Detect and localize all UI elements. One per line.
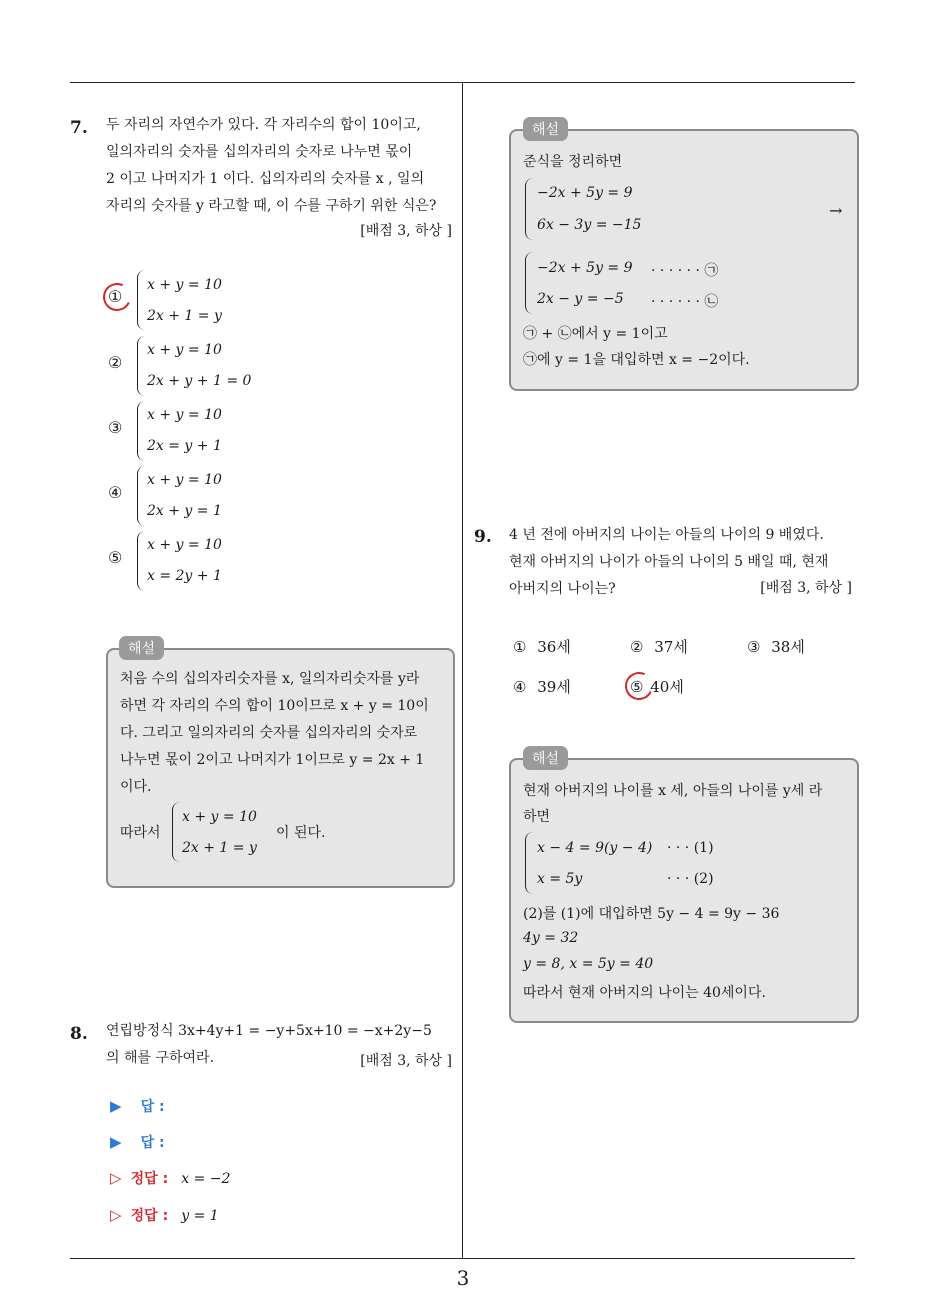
play-icon: ▶ xyxy=(110,1133,122,1151)
answer-input-1[interactable]: ▶ 답 : xyxy=(110,1097,165,1115)
question-text: 의 해를 구하여라. xyxy=(106,1050,215,1066)
brace xyxy=(137,270,146,330)
solution-box: 처음 수의 십의자리숫자를 x, 일의자리숫자를 y라 하면 각 자리의 수의 합이 10이므로 x + y = 10이 다. 그리고 일의자리의 숫자를 십의자리의 숫자로 나누면 몫이 2이고 나머지가 1이므로 y = 2x + 1 이다. 따라서 x + y = 10 2x + 1 = y 이 된다. xyxy=(106,648,455,888)
triangle-outline-icon: ▷ xyxy=(110,1206,122,1224)
solution-tag: 해설 xyxy=(523,117,568,141)
equation: x + y = 10 xyxy=(147,277,222,293)
page-number: 3 xyxy=(456,1266,470,1290)
brace xyxy=(525,832,534,894)
score-label: [배점 3, 하상 ] xyxy=(360,1053,452,1069)
brace xyxy=(137,336,146,396)
question-text: 두 자리의 자연수가 있다. 각 자리수의 합이 10이고, 일의자리의 숫자를 십의자리의 숫자로 나누면 몫이 2 이고 나머지가 1 이다. 십의자리의 숫자를 x , 일의 자리의 숫자를 y 라고할 때, 이 수를 구하기 위한 식은? xyxy=(106,117,437,214)
option-number: ③ xyxy=(108,418,123,437)
correct-answer-1: ▷ 정답 : x = −2 xyxy=(110,1169,231,1187)
solution-tag: 해설 xyxy=(119,636,164,660)
equation: x + y = 10 xyxy=(147,407,222,423)
correct-answer-2: ▷ 정답 : y = 1 xyxy=(110,1206,219,1224)
brace xyxy=(137,531,146,591)
option-number: ⑤ xyxy=(108,548,123,567)
score-label: [배점 3, 하상 ] xyxy=(760,580,852,596)
equation: x + y = 10 xyxy=(147,537,222,553)
selected-mark xyxy=(99,279,135,315)
solution-tag: 해설 xyxy=(523,746,568,770)
bottom-rule xyxy=(70,1258,855,1259)
play-icon: ▶ xyxy=(110,1097,122,1115)
option-number: ② xyxy=(108,353,123,372)
solution-box: 현재 아버지의 나이를 x 세, 아들의 나이를 y세 라 하면 x − 4 = 9(y − 4) · · · (1) x = 5y · · · (2) (2)를 (1)에 대입하면 5y − 4 = 9y − 36 4y = 32 y = 8, x = 5y = 40 따라서 현재 아버지의 나이는 40세이다. xyxy=(509,758,859,1023)
option-2[interactable]: ② 37세 xyxy=(630,638,688,656)
equation: 2x + y + 1 = 0 xyxy=(147,373,252,389)
question-number: 8. xyxy=(70,1024,88,1044)
brace xyxy=(172,802,181,862)
brace xyxy=(525,178,534,240)
question-number: 9. xyxy=(474,527,492,547)
brace xyxy=(137,466,146,526)
equation: x + y = 10 xyxy=(147,342,222,358)
brace xyxy=(525,252,534,314)
arrow-right-icon: → xyxy=(829,201,843,220)
equation: 2x = y + 1 xyxy=(147,438,222,454)
option-number: ① xyxy=(108,287,123,306)
triangle-outline-icon: ▷ xyxy=(110,1169,122,1187)
option-number: ④ xyxy=(108,483,123,502)
equation: 2x + y = 1 xyxy=(147,503,222,519)
question-text: 4 년 전에 아버지의 나이는 아들의 나이의 9 배였다. 현재 아버지의 나이가 아들의 나이의 5 배일 때, 현재 아버지의 나이는? xyxy=(509,527,829,597)
solution-box: 준식을 정리하면 −2x + 5y = 9 6x − 3y = −15 → −2x + 5y = 9 · · · · · · ㉠ 2x − y = −5 · · · · · · ㉡ ㉠ + ㉡에서 y = 1이고 ㉠에 y = 1을 대입하면 x = −2이다. xyxy=(509,129,859,391)
option-5[interactable]: ⑤ 40세 xyxy=(630,678,684,696)
option-3[interactable]: ③ 38세 xyxy=(747,638,805,656)
equation: 2x + 1 = y xyxy=(147,308,222,324)
option-1[interactable]: ① 36세 xyxy=(513,638,571,656)
question-text: 연립방정식 3x+4y+1 = −y+5x+10 = −x+2y−5 xyxy=(106,1023,432,1039)
question-number: 7. xyxy=(70,118,88,138)
selected-mark xyxy=(621,668,657,704)
option-4[interactable]: ④ 39세 xyxy=(513,678,571,696)
equation: x + y = 10 xyxy=(147,472,222,488)
column-divider xyxy=(462,82,463,1258)
score-label: [배점 3, 하상 ] xyxy=(360,223,452,239)
equation: x = 2y + 1 xyxy=(147,568,222,584)
answer-input-2[interactable]: ▶ 답 : xyxy=(110,1133,165,1151)
brace xyxy=(137,401,146,461)
